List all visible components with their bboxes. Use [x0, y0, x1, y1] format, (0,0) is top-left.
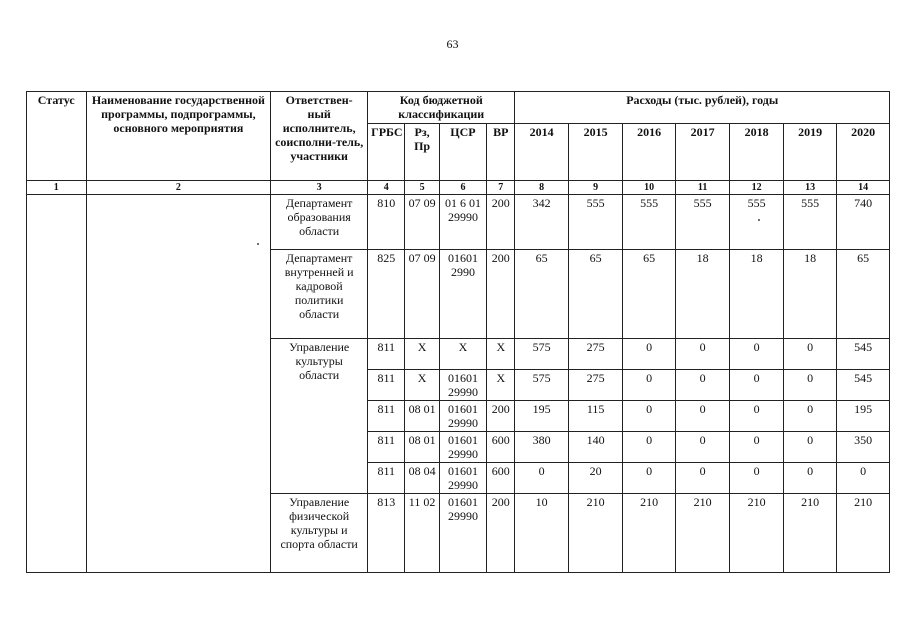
csr-cell: X [439, 339, 486, 370]
value-cell: 0 [783, 370, 836, 401]
scan-speck [257, 243, 259, 245]
csr-cell: 01601 29990 [439, 401, 486, 432]
column-number: 6 [439, 181, 486, 195]
header-expenses: Расходы (тыс. рублей), годы [515, 92, 890, 124]
column-number: 13 [783, 181, 836, 195]
value-cell: 555 [623, 195, 675, 250]
executor-cell: Управление культуры области [271, 339, 368, 494]
table-row [27, 195, 890, 250]
grbs-cell: 825 [368, 250, 405, 339]
csr-cell: 01601 2990 [439, 250, 486, 339]
value-cell: 210 [730, 494, 783, 573]
value-cell: 140 [568, 432, 622, 463]
column-number: 2 [86, 181, 271, 195]
value-cell: 18 [675, 250, 729, 339]
header-year: 2020 [837, 124, 890, 181]
header-rzpr: Рз, Пр [405, 124, 439, 181]
vr-cell: X [487, 370, 515, 401]
header-year: 2016 [623, 124, 675, 181]
value-cell: 210 [568, 494, 622, 573]
grbs-cell: 811 [368, 401, 405, 432]
value-cell: 210 [675, 494, 729, 573]
header-year: 2015 [568, 124, 622, 181]
column-number: 5 [405, 181, 439, 195]
column-number: 10 [623, 181, 675, 195]
rzpr-cell: X [405, 339, 439, 370]
column-number: 12 [730, 181, 783, 195]
value-cell: 65 [515, 250, 568, 339]
value-cell: 575 [515, 339, 568, 370]
value-cell: 0 [730, 370, 783, 401]
rzpr-cell: 07 09 [405, 250, 439, 339]
vr-cell: 200 [487, 401, 515, 432]
scan-speck [758, 219, 760, 221]
column-number: 1 [27, 181, 87, 195]
value-cell: 0 [783, 401, 836, 432]
value-cell: 0 [837, 463, 890, 494]
header-name: Наименование государственной программы, подпрограммы, основного мероприятия [86, 92, 271, 181]
header-csr: ЦСР [439, 124, 486, 181]
column-number: 4 [368, 181, 405, 195]
header-year: 2017 [675, 124, 729, 181]
value-cell: 350 [837, 432, 890, 463]
column-number: 14 [837, 181, 890, 195]
csr-cell: 01601 29990 [439, 494, 486, 573]
header-year: 2014 [515, 124, 568, 181]
csr-cell: 01601 29990 [439, 370, 486, 401]
vr-cell: X [487, 339, 515, 370]
grbs-cell: 811 [368, 463, 405, 494]
value-cell: 0 [623, 432, 675, 463]
value-cell: 0 [623, 463, 675, 494]
column-number: 11 [675, 181, 729, 195]
value-cell: 0 [675, 401, 729, 432]
header-status: Статус [27, 92, 87, 181]
value-cell: 195 [515, 401, 568, 432]
value-cell: 65 [568, 250, 622, 339]
value-cell: 0 [730, 401, 783, 432]
value-cell: 20 [568, 463, 622, 494]
value-cell: 115 [568, 401, 622, 432]
value-cell: 0 [730, 463, 783, 494]
column-number: 3 [271, 181, 368, 195]
rzpr-cell: 11 02 [405, 494, 439, 573]
value-cell: 380 [515, 432, 568, 463]
rzpr-cell: 08 01 [405, 401, 439, 432]
value-cell: 210 [623, 494, 675, 573]
value-cell: 275 [568, 339, 622, 370]
rzpr-cell: 08 04 [405, 463, 439, 494]
rzpr-cell: 08 01 [405, 432, 439, 463]
column-number-row [27, 181, 890, 195]
vr-cell: 200 [487, 195, 515, 250]
value-cell: 0 [783, 463, 836, 494]
value-cell: 0 [783, 339, 836, 370]
header-grbs: ГРБС [368, 124, 405, 181]
header-year: 2018 [730, 124, 783, 181]
column-number: 9 [568, 181, 622, 195]
executor-cell: Департамент внутренней и кадровой политики области [271, 250, 368, 339]
value-cell: 0 [730, 432, 783, 463]
vr-cell: 600 [487, 432, 515, 463]
value-cell: 65 [623, 250, 675, 339]
page-number: 63 [446, 37, 459, 51]
value-cell: 65 [837, 250, 890, 339]
value-cell: 0 [730, 339, 783, 370]
value-cell: 545 [837, 370, 890, 401]
value-cell: 0 [515, 463, 568, 494]
rzpr-cell: 07 09 [405, 195, 439, 250]
column-number: 8 [515, 181, 568, 195]
grbs-cell: 811 [368, 339, 405, 370]
csr-cell: 01601 29990 [439, 463, 486, 494]
value-cell: 0 [675, 339, 729, 370]
value-cell: 0 [623, 339, 675, 370]
value-cell: 342 [515, 195, 568, 250]
header-budget-code: Код бюджетной классификации [368, 92, 515, 124]
vr-cell: 200 [487, 250, 515, 339]
value-cell: 210 [837, 494, 890, 573]
header-row-1 [27, 92, 890, 124]
status-cell [27, 195, 87, 573]
vr-cell: 600 [487, 463, 515, 494]
grbs-cell: 811 [368, 370, 405, 401]
value-cell: 740 [837, 195, 890, 250]
program-name-cell [86, 195, 271, 573]
header-executor: Ответствен-ный исполнитель, соисполни-тель, участники [271, 92, 368, 181]
value-cell: 0 [675, 463, 729, 494]
csr-cell: 01601 29990 [439, 432, 486, 463]
value-cell: 0 [675, 370, 729, 401]
value-cell: 275 [568, 370, 622, 401]
header-year: 2019 [783, 124, 836, 181]
value-cell: 575 [515, 370, 568, 401]
value-cell: 0 [623, 401, 675, 432]
value-cell: 555 [783, 195, 836, 250]
value-cell: 555 [730, 195, 783, 250]
budget-table [26, 91, 890, 573]
executor-cell: Управление физической культуры и спорта области [271, 494, 368, 573]
csr-cell: 01 6 01 29990 [439, 195, 486, 250]
value-cell: 18 [730, 250, 783, 339]
value-cell: 555 [675, 195, 729, 250]
value-cell: 10 [515, 494, 568, 573]
rzpr-cell: X [405, 370, 439, 401]
header-vr: ВР [487, 124, 515, 181]
value-cell: 0 [623, 370, 675, 401]
value-cell: 18 [783, 250, 836, 339]
value-cell: 0 [783, 432, 836, 463]
value-cell: 210 [783, 494, 836, 573]
value-cell: 545 [837, 339, 890, 370]
executor-cell: Департамент образования области [271, 195, 368, 250]
grbs-cell: 813 [368, 494, 405, 573]
vr-cell: 200 [487, 494, 515, 573]
grbs-cell: 811 [368, 432, 405, 463]
value-cell: 555 [568, 195, 622, 250]
column-number: 7 [487, 181, 515, 195]
value-cell: 0 [675, 432, 729, 463]
grbs-cell: 810 [368, 195, 405, 250]
value-cell: 195 [837, 401, 890, 432]
